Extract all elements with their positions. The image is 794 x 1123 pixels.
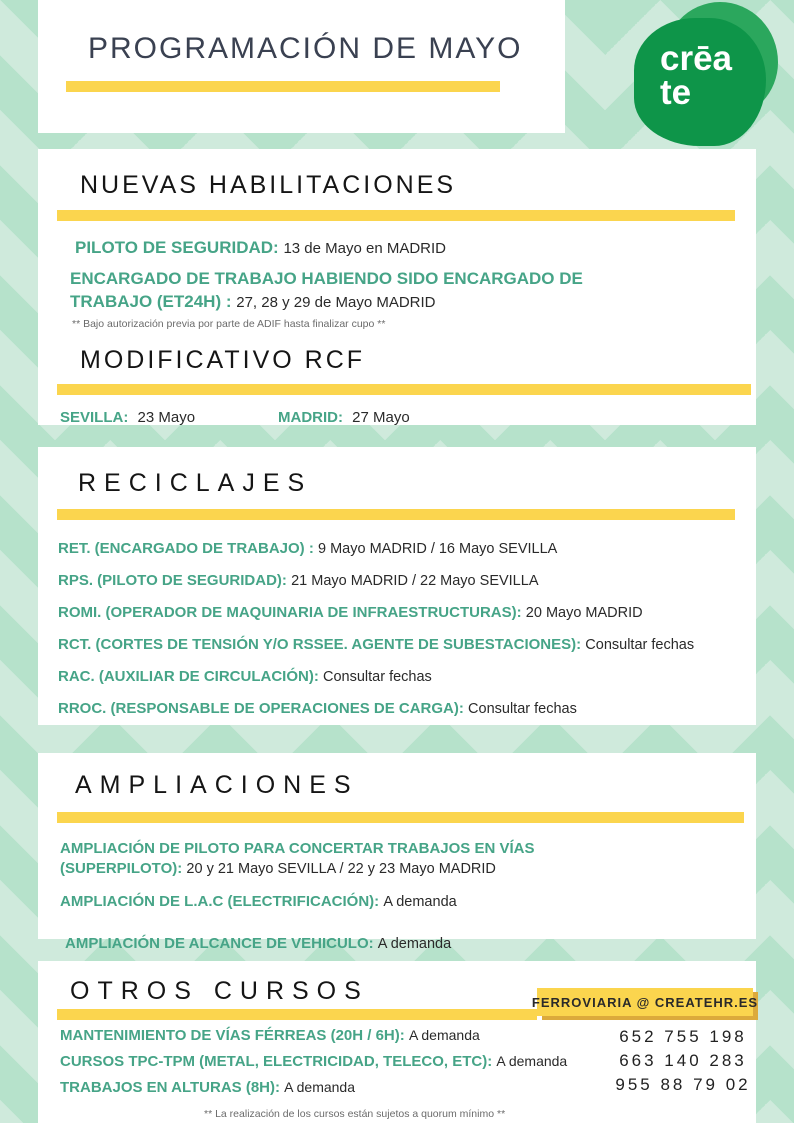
city-date: 27 Mayo (352, 408, 410, 426)
create-logo (628, 2, 780, 148)
course-date: A demanda (377, 936, 452, 953)
course-date: 20 Mayo MADRID (525, 605, 643, 621)
phone-number: 652 755 198 (619, 1027, 747, 1046)
course-label: CURSOS TPC-TPM (METAL, ELECTRICIDAD, TELECO, ETC): (60, 1053, 493, 1070)
adif-authorization-note: ** Bajo autorización previa por parte de ADIF hasta finalizar cupo ** (72, 317, 386, 330)
contact-email-badge: FERROVIARIA @ CREATEHR.ES (537, 988, 753, 1016)
reciclajes-list (58, 540, 756, 718)
title-underline (66, 81, 500, 92)
course-label: RCT. (CORTES DE TENSIÓN Y/O RSSEE. AGENTE DE SUBESTACIONES): (58, 636, 582, 653)
quorum-note: ** La realización de los cursos están sujetos a quorum mínimo ** (204, 1107, 506, 1120)
course-date: Consultar fechas (468, 701, 577, 717)
course-date: Consultar fechas (585, 637, 695, 653)
course-label: RROC. (RESPONSABLE DE OPERACIONES DE CARGA): (58, 700, 464, 717)
section-heading-ampliaciones: AMPLIACIONES (75, 771, 359, 799)
course-date: A demanda (383, 893, 457, 910)
city-item-madrid (278, 409, 410, 426)
course-date: Consultar fechas (323, 669, 432, 685)
course-date: 20 y 21 Mayo SEVILLA / 22 y 23 Mayo MADRID (186, 861, 496, 878)
course-item-superpiloto (60, 839, 660, 880)
course-label: ROMI. (OPERADOR DE MAQUINARIA DE INFRAESTRUCTURAS): (58, 604, 522, 621)
ampliaciones-card (38, 753, 756, 953)
nuevas-habilitaciones-card (38, 149, 756, 425)
logo-wordmark (660, 39, 733, 112)
phone-number: 955 88 79 02 (615, 1075, 751, 1094)
section-underline (57, 1009, 537, 1020)
section-heading-nuevas-habilitaciones: NUEVAS HABILITACIONES (80, 171, 457, 199)
section-underline (57, 812, 744, 823)
course-date: 27, 28 y 29 de Mayo MADRID (236, 293, 436, 311)
course-label: RPS. (PILOTO DE SEGURIDAD): (58, 572, 287, 589)
contact-phone-list (578, 1025, 788, 1097)
section-underline (57, 509, 735, 520)
course-date: A demanda (284, 1079, 356, 1095)
course-item-lac (60, 892, 756, 913)
modificativo-dates-row (60, 409, 756, 429)
course-item-encargado-trabajo (70, 268, 630, 314)
course-item-romi (58, 604, 756, 622)
otros-cursos-list (60, 1027, 567, 1105)
course-label: MANTENIMIENTO DE VÍAS FÉRREAS (20H / 6H): (60, 1027, 405, 1044)
course-label: RAC. (AUXILIAR DE CIRCULACIÓN): (58, 668, 319, 685)
city-label: SEVILLA: (60, 408, 129, 426)
course-date: A demanda (496, 1053, 568, 1069)
course-item-piloto-seguridad (75, 238, 756, 258)
course-date: 9 Mayo MADRID / 16 Mayo SEVILLA (318, 541, 558, 557)
section-heading-otros-cursos: OTROS CURSOS (70, 977, 369, 1005)
course-date: 21 Mayo MADRID / 22 Mayo SEVILLA (291, 573, 539, 589)
city-date: 23 Mayo (137, 408, 196, 426)
course-date: 13 de Mayo en MADRID (283, 240, 447, 257)
page-title: PROGRAMACIÓN DE MAYO (88, 32, 523, 65)
section-heading-modificativo-rcf: MODIFICATIVO RCF (80, 345, 366, 374)
city-label: MADRID: (278, 408, 343, 426)
section-underline (57, 210, 735, 221)
course-date: A demanda (408, 1027, 480, 1043)
section-underline (57, 384, 751, 395)
section-heading-reciclajes: RECICLAJES (78, 469, 313, 497)
course-item-rps (58, 572, 756, 590)
logo-line1: crēa (660, 39, 733, 78)
course-item-rroc (58, 700, 756, 718)
course-label: PILOTO DE SEGURIDAD: (75, 238, 279, 257)
course-item-alcance-vehiculo (65, 934, 756, 955)
course-label: ENCARGADO DE TRABAJO HABIENDO SIDO ENCARGADO DE TRABAJO (ET24H) : (70, 269, 583, 311)
course-label: AMPLIACIÓN DE ALCANCE DE VEHICULO: (65, 935, 374, 953)
phone-number: 663 140 283 (619, 1051, 747, 1070)
course-item-trabajos-alturas (60, 1079, 567, 1096)
city-item-sevilla (60, 409, 195, 426)
course-label: AMPLIACIÓN DE PILOTO PARA CONCERTAR TRABAJOS EN VÍAS (SUPERPILOTO): (60, 840, 535, 878)
reciclajes-card (38, 447, 756, 725)
course-item-tpc-tpm (60, 1053, 567, 1070)
otros-cursos-card (38, 961, 759, 1123)
logo-line2: te (660, 72, 692, 112)
course-label: AMPLIACIÓN DE L.A.C (ELECTRIFICACIÓN): (60, 892, 380, 910)
course-item-rct (58, 636, 756, 654)
course-label: TRABAJOS EN ALTURAS (8H): (60, 1079, 280, 1096)
course-item-ret (58, 540, 756, 558)
course-item-rac (58, 668, 756, 686)
course-label: RET. (ENCARGADO DE TRABAJO) : (58, 540, 314, 557)
header-card (38, 0, 565, 133)
course-item-mantenimiento-vias (60, 1027, 567, 1044)
